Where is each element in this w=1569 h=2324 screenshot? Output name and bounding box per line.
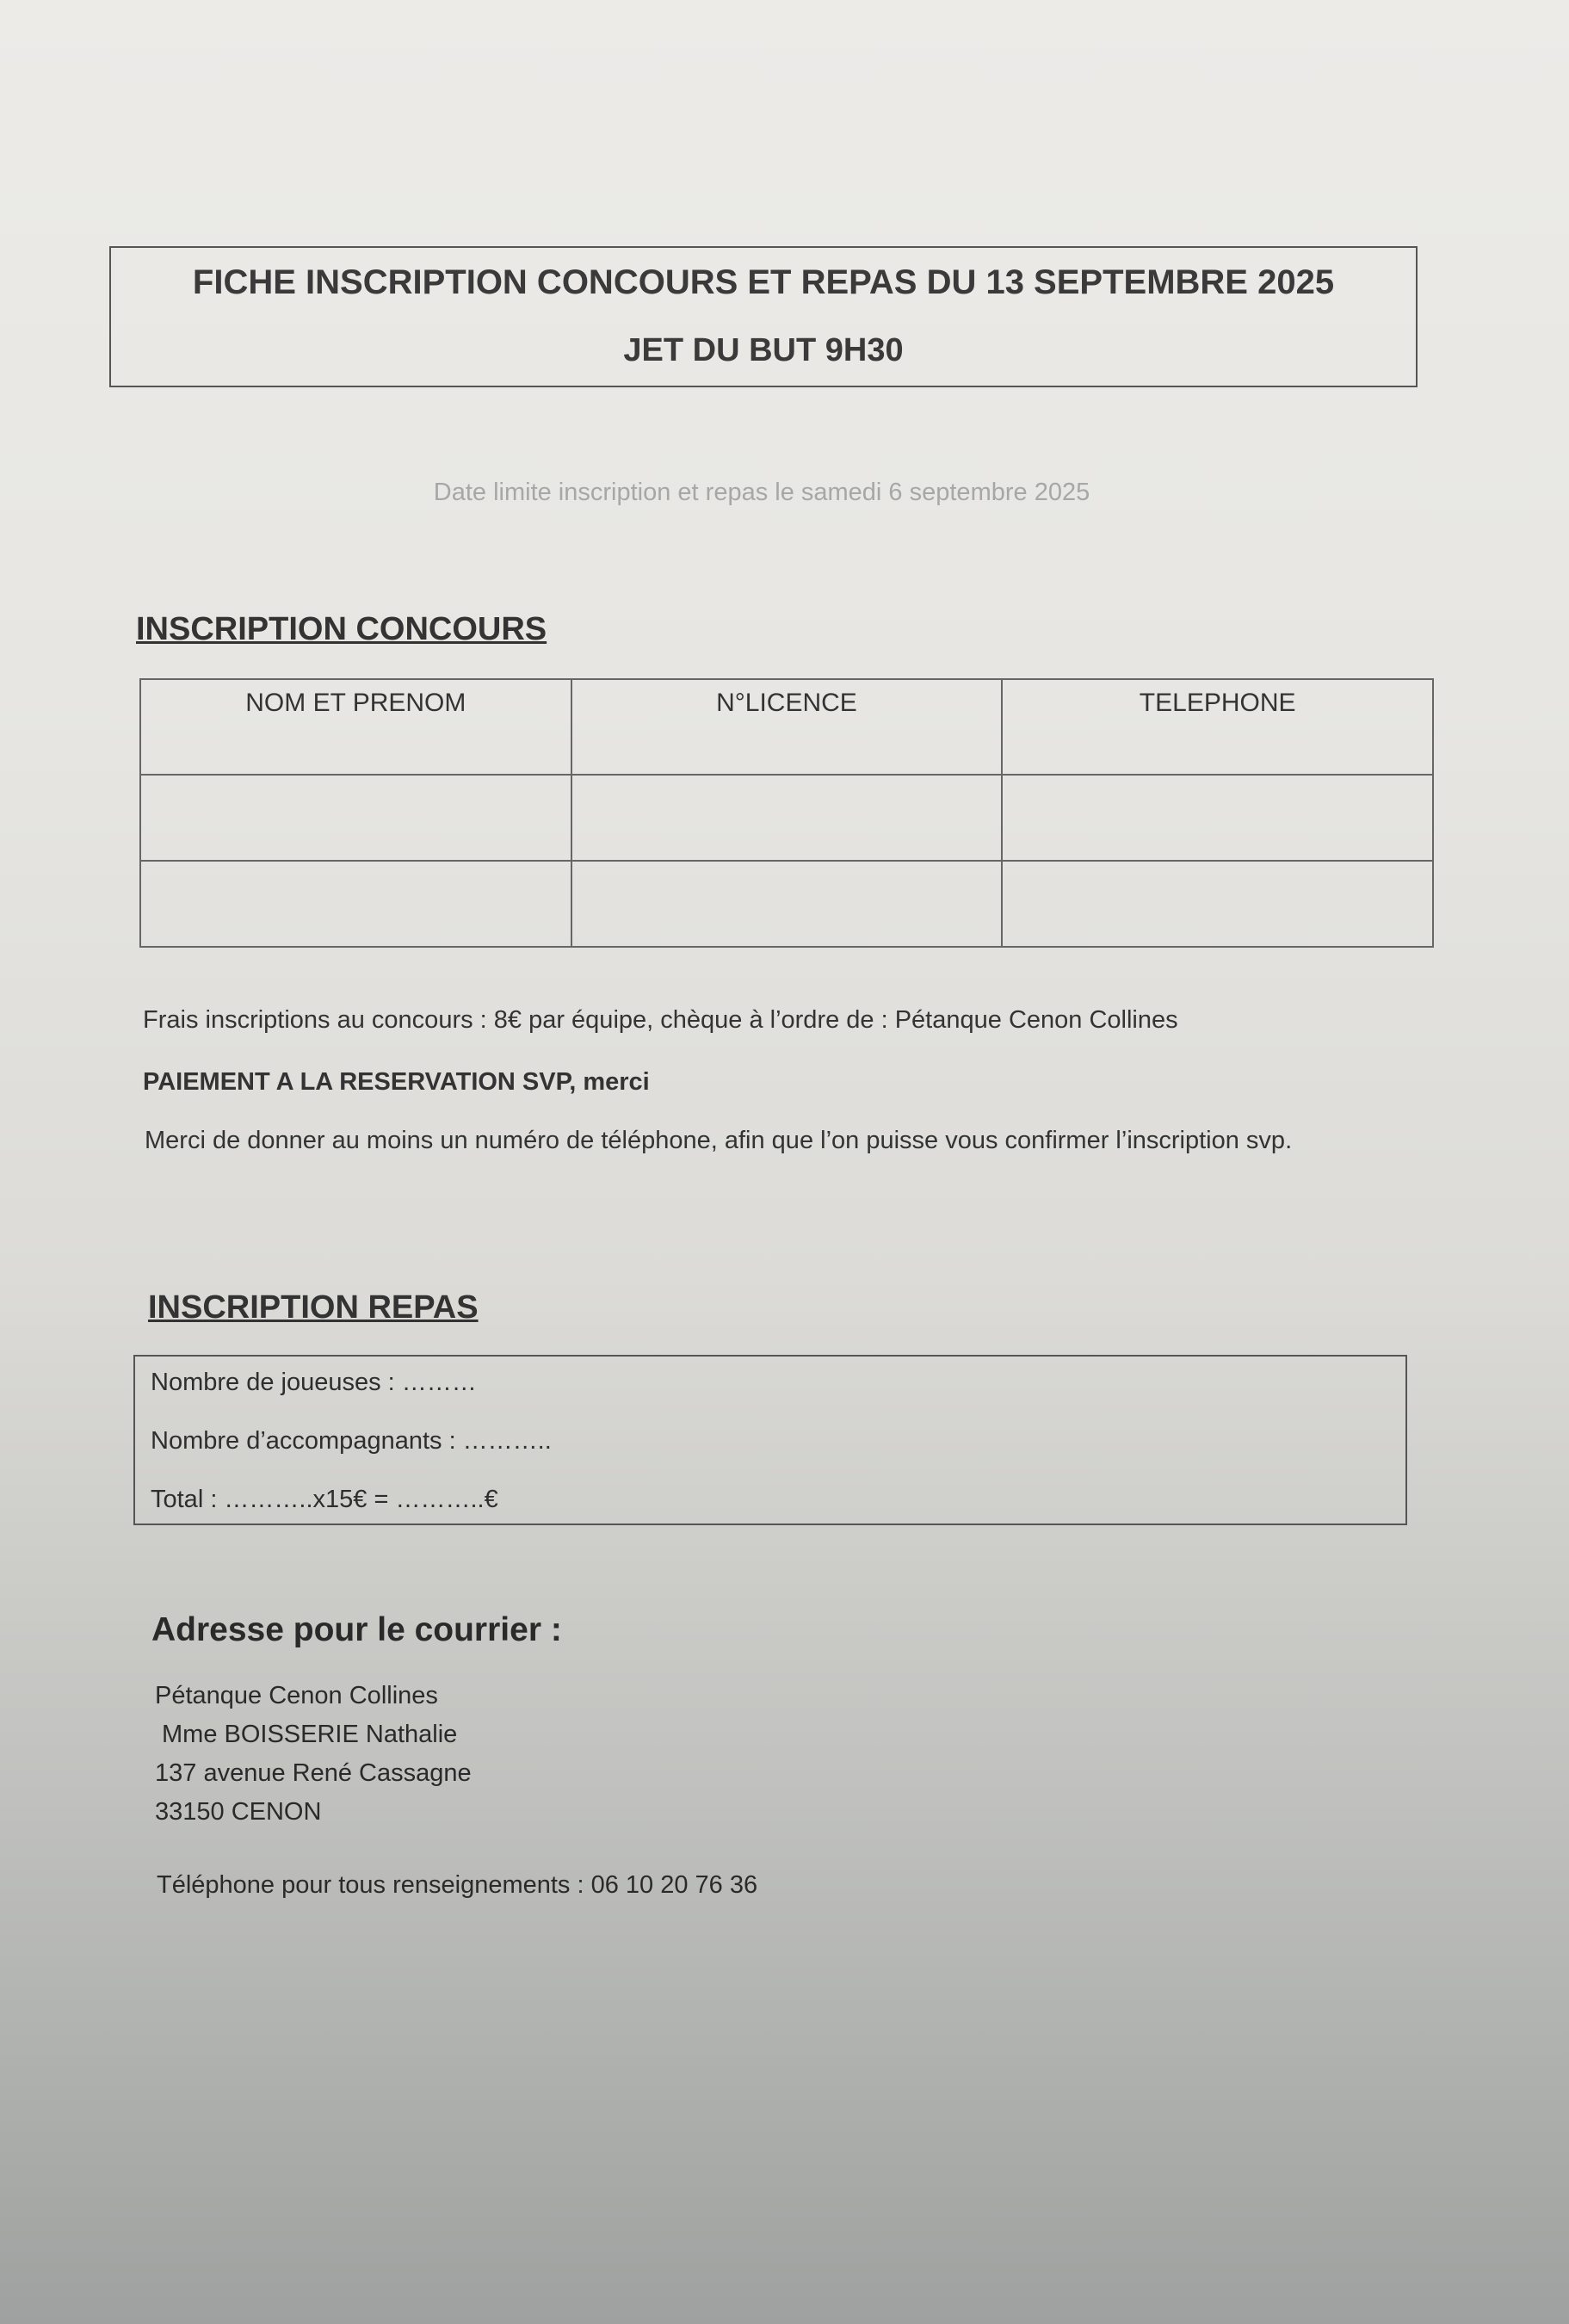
name-cell[interactable]	[140, 775, 571, 861]
telephone-cell[interactable]	[1002, 861, 1433, 947]
address-line: Mme BOISSERIE Nathalie	[162, 1721, 458, 1748]
column-header-telephone: TELEPHONE	[1002, 679, 1433, 775]
table-header-row	[140, 679, 1433, 775]
fees-text: Frais inscriptions au concours : 8€ par équipe, chèque à l’ordre de : Pétanque Cenon Collines	[143, 1006, 1178, 1034]
column-header-name: NOM ET PRENOM	[140, 679, 571, 775]
table-row	[140, 775, 1433, 861]
deadline-note: Date limite inscription et repas le samedi 6 septembre 2025	[433, 479, 1090, 506]
contact-phone: Téléphone pour tous renseignements : 06 10 20 76 36	[157, 1871, 758, 1899]
repas-box	[133, 1355, 1407, 1525]
phone-request-text: Merci de donner au moins un numéro de téléphone, afin que l’on puisse vous confirmer l’inscription svp.	[145, 1127, 1293, 1154]
address-heading: Adresse pour le courrier :	[151, 1611, 562, 1648]
repas-heading: INSCRIPTION REPAS	[148, 1289, 479, 1326]
column-header-licence: N°LICENCE	[571, 679, 1003, 775]
address-line: 33150 CENON	[155, 1798, 322, 1826]
form-title: FICHE INSCRIPTION CONCOURS ET REPAS DU 13 SEPTEMBRE 2025	[192, 263, 1335, 301]
licence-cell[interactable]	[571, 775, 1003, 861]
form-subtitle: JET DU BUT 9H30	[623, 332, 904, 368]
concours-heading: INSCRIPTION CONCOURS	[136, 611, 547, 647]
companions-count-field[interactable]: Nombre d’accompagnants : ………..	[151, 1427, 552, 1455]
telephone-cell[interactable]	[1002, 775, 1433, 861]
address-line: 137 avenue René Cassagne	[155, 1759, 472, 1787]
address-line: Pétanque Cenon Collines	[155, 1682, 438, 1709]
title-box	[109, 246, 1418, 387]
table-row	[140, 861, 1433, 947]
total-field[interactable]: Total : ………..x15€ = ………..€	[151, 1486, 498, 1513]
players-count-field[interactable]: Nombre de joueuses : ………	[151, 1369, 477, 1396]
concours-table	[139, 678, 1434, 948]
licence-cell[interactable]	[571, 861, 1003, 947]
name-cell[interactable]	[140, 861, 571, 947]
payment-note: PAIEMENT A LA RESERVATION SVP, merci	[143, 1068, 650, 1096]
